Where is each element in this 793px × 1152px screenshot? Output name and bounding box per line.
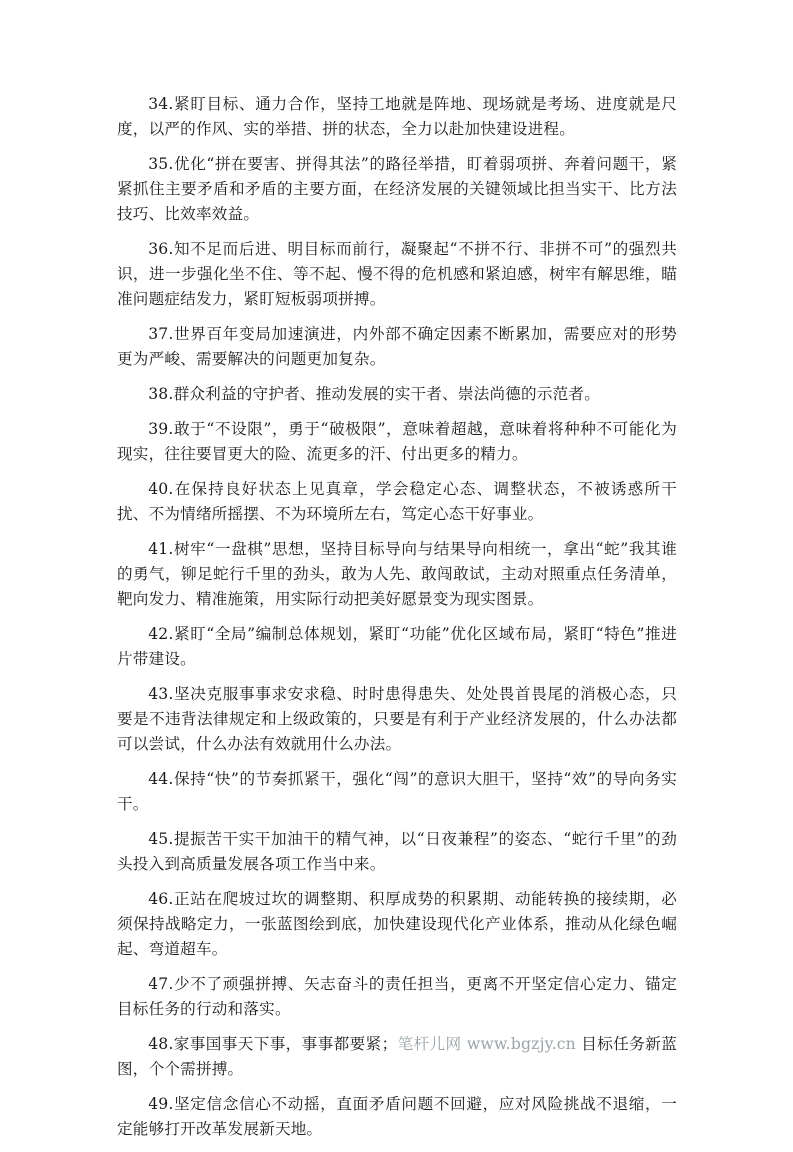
paragraph-36: 36.知不足而后进、明目标而前行，凝聚起“不拼不行、非拼不可”的强烈共识，进一步强化坐不住、等不起、慢不得的危机感和紧迫感，树牢有解思维，瞄准问题症结发力，紧盯短板弱项拼搏。 xyxy=(117,240,677,308)
paragraph-37: 37.世界百年变局加速演进，内外部不确定因素不断累加，需要应对的形势更为严峻、需要解决的问题更加复杂。 xyxy=(117,325,677,368)
paragraph-47: 47.少不了顽强拼搏、矢志奋斗的责任担当，更离不开坚定信心定力、锚定目标任务的行动和落实。 xyxy=(117,975,677,1018)
paragraph-43: 43.坚决克服事事求安求稳、时时患得患失、处处畏首畏尾的消极心态，只要是不违背法律规定和上级政策的，只要是有利于产业经济发展的，什么办法都可以尝试，什么办法有效就用什么办法。 xyxy=(117,685,677,753)
paragraph-45: 45.提振苦干实干加油干的精气神，以“日夜兼程”的姿态、“蛇行千里”的劲头投入到高质量发展各项工作当中来。 xyxy=(117,830,677,873)
paragraph-48 xyxy=(117,1032,677,1082)
paragraph-40: 40.在保持良好状态上见真章，学会稳定心态、调整状态，不被诱惑所干扰、不为情绪所摇摆、不为环境所左右，笃定心态干好事业。 xyxy=(117,480,677,523)
paragraph-39: 39.敢于“不设限”，勇于“破极限”，意味着超越，意味着将种种不可能化为现实，往往要冒更大的险、流更多的汗、付出更多的精力。 xyxy=(117,420,677,463)
paragraph-42: 42.紧盯“全局”编制总体规划，紧盯“功能”优化区域布局，紧盯“特色”推进片带建设。 xyxy=(117,625,677,668)
paragraph-35: 35.优化“拼在要害、拼得其法”的路径举措，盯着弱项拼、奔着问题干，紧紧抓住主要矛盾和矛盾的主要方面，在经济发展的关键领域比担当实干、比方法技巧、比效率效益。 xyxy=(117,155,677,223)
paragraph-38: 38.群众利益的守护者、推动发展的实干者、崇法尚德的示范者。 xyxy=(148,385,601,403)
document-page xyxy=(117,92,677,1152)
paragraph-44: 44.保持“快”的节奏抓紧干，强化“闯”的意识大胆干，坚持“效”的导向务实干。 xyxy=(117,770,677,813)
paragraph-34: 34.紧盯目标、通力合作，坚持工地就是阵地、现场就是考场、进度就是尺度，以严的作风、实的举措、拼的状态，全力以赴加快建设进程。 xyxy=(117,95,677,138)
paragraph-48-after: 目标任务新蓝图，个个需拼搏。 xyxy=(117,1035,678,1078)
paragraph-41: 41.树牢“一盘棋”思想，坚持目标导向与结果导向相统一，拿出“蛇”我其谁的勇气，铆足蛇行千里的劲头，敢为人先、敢闯敢试，主动对照重点任务清单，靶向发力、精准施策，用实际行动把美好愿景变为现实图景。 xyxy=(117,540,677,608)
paragraph-49: 49.坚定信念信心不动摇，直面矛盾问题不回避，应对风险挑战不退缩，一定能够打开改革发展新天地。 xyxy=(117,1095,677,1138)
paragraph-48-text: 48.家事国事天下事，事事都要紧； xyxy=(148,1035,398,1053)
paragraph-46: 46.正站在爬坡过坎的调整期、积厚成势的积累期、动能转换的接续期，必须保持战略定力，一张蓝图绘到底，加快建设现代化产业体系，推动从化绿色崛起、弯道超车。 xyxy=(117,890,677,958)
watermark-text: 笔杆儿网 www.bgzjy.cn xyxy=(397,1035,576,1053)
